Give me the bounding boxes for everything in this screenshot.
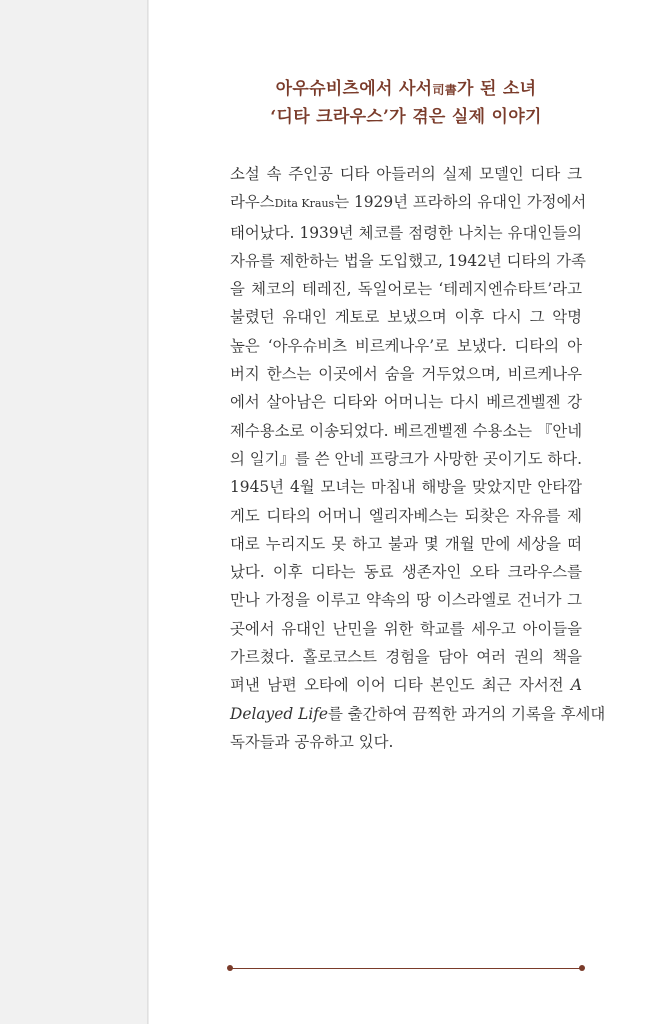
text-line: 에서 살아남은 디타와 어머니는 다시 베르겐벨젠 강 <box>230 393 582 412</box>
text-line: 펴낸 남편 오타에 이어 디타 본인도 최근 자서전 A <box>230 676 582 695</box>
text-line: 곳에서 유대인 난민을 위한 학교를 세우고 아이들을 <box>230 619 582 638</box>
text-line: Delayed Life를 출간하여 끔찍한 과거의 기록을 후세대 <box>230 704 606 723</box>
latin-name: Dita Kraus <box>274 197 335 211</box>
text-line: 제수용소로 이송되었다. 베르겐벨젠 수용소는 『안네 <box>230 421 583 440</box>
text-line: 게도 디타의 어머니 엘리자베스는 되찾은 자유를 제 <box>230 506 582 525</box>
title-line-1: 아우슈비츠에서 사서司書가 된 소녀 <box>275 79 537 99</box>
text-line: 났다. 이후 디타는 동료 생존자인 오타 크라우스를 <box>230 563 582 582</box>
text-line: 독자들과 공유하고 있다. <box>230 732 394 751</box>
book-spine-shadow <box>0 0 147 1024</box>
text-line: 가르쳤다. 홀로코스트 경험을 담아 여러 권의 책을 <box>230 648 582 667</box>
text-line: 소설 속 주인공 디타 아들러의 실제 모델인 디타 크 <box>230 165 582 183</box>
page-title <box>230 76 582 131</box>
text-line: 만나 가정을 이루고 약속의 땅 이스라엘로 건너가 그 <box>230 591 582 610</box>
divider-right-dot <box>579 965 585 971</box>
text-line: 의 일기』를 쓴 안네 프랑크가 사망한 곳이기도 하다. <box>230 449 582 468</box>
text-line: 버지 한스는 이곳에서 숨을 거두었으며, 비르케나우 <box>230 365 582 384</box>
text-line: 높은 ‘아우슈비츠 비르케나우’로 보냈다. 디타의 아 <box>230 336 582 355</box>
text-line: 1945년 4월 모녀는 마침내 해방을 맞았지만 안타깝 <box>230 478 582 497</box>
book-title-italic: A <box>570 676 582 695</box>
divider-left-dot <box>227 965 233 971</box>
text-line: 불렸던 유대인 게토로 보냈으며 이후 다시 그 악명 <box>230 308 582 327</box>
title-hanja: 司書 <box>432 83 457 97</box>
text-line: 태어났다. 1939년 체코를 점령한 나치는 유대인들의 <box>230 223 582 242</box>
title-line-2: ‘디타 크라우스’가 겪은 실제 이야기 <box>270 107 542 127</box>
text-line: 자유를 제한하는 법을 도입했고, 1942년 디타의 가족 <box>230 251 586 270</box>
text-line: 대로 누리지도 못 하고 불과 몇 개월 만에 세상을 떠 <box>230 534 582 553</box>
text-line: 을 체코의 테레진, 독일어로는 ‘테레지엔슈타트’라고 <box>230 280 582 299</box>
text-line: 라우스Dita Kraus는 1929년 프라하의 유대인 가정에서 <box>230 193 587 212</box>
book-title-italic: Delayed Life <box>230 704 329 723</box>
footer-divider <box>230 968 582 969</box>
body-paragraph <box>230 160 606 756</box>
